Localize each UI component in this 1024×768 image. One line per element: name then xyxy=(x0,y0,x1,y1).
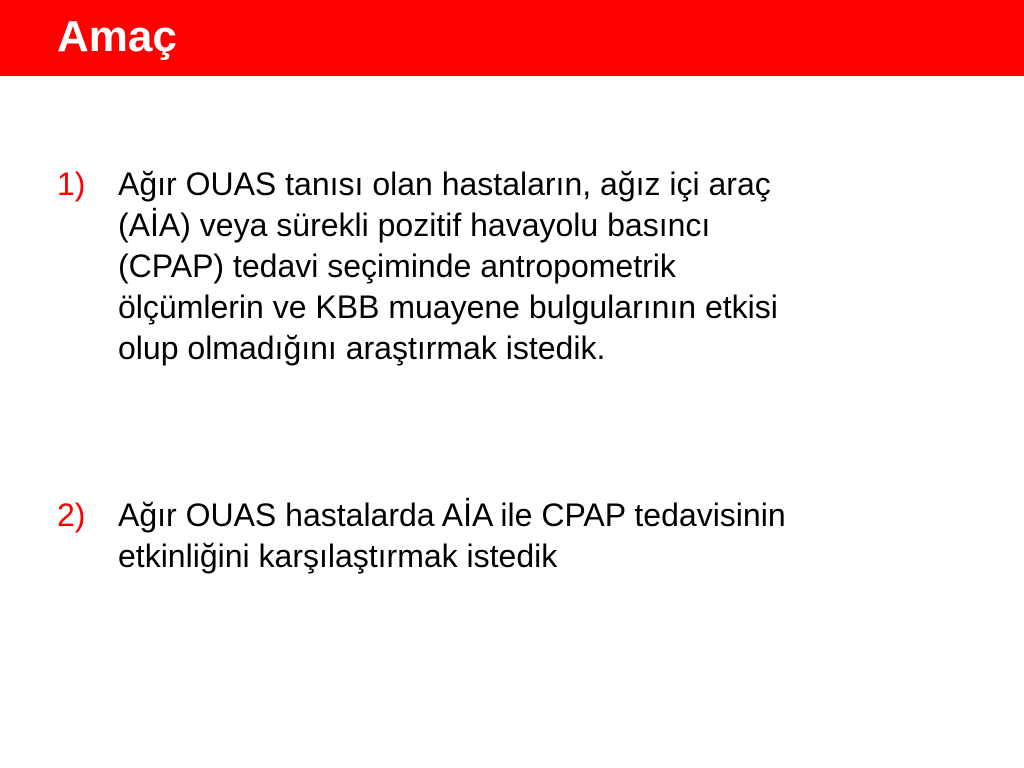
objective-number-1: 1) xyxy=(57,166,86,202)
objective-1-line-4: ölçümlerin ve KBB muayene bulgularının etkisi xyxy=(118,289,778,325)
objective-1-line-1: Ağır OUAS tanısı olan hastaların, ağız içi araç xyxy=(118,166,771,202)
objective-text-1 xyxy=(118,164,994,369)
objective-1-line-2: (AİA) veya sürekli pozitif havayolu basıncı xyxy=(118,207,711,243)
objective-2-line-2: etkinliğini karşılaştırmak istedik xyxy=(118,538,558,574)
objective-1-line-5: olup olmadığını araştırmak istedik. xyxy=(118,330,606,366)
slide-title: Amaç xyxy=(57,12,177,61)
objective-number-2: 2) xyxy=(57,497,86,533)
objective-text-2 xyxy=(118,495,994,577)
objective-1-line-3: (CPAP) tedavi seçiminde antropometrik xyxy=(118,248,676,284)
objective-2-line-1: Ağır OUAS hastalarda AİA ile CPAP tedavisinin xyxy=(118,497,786,533)
